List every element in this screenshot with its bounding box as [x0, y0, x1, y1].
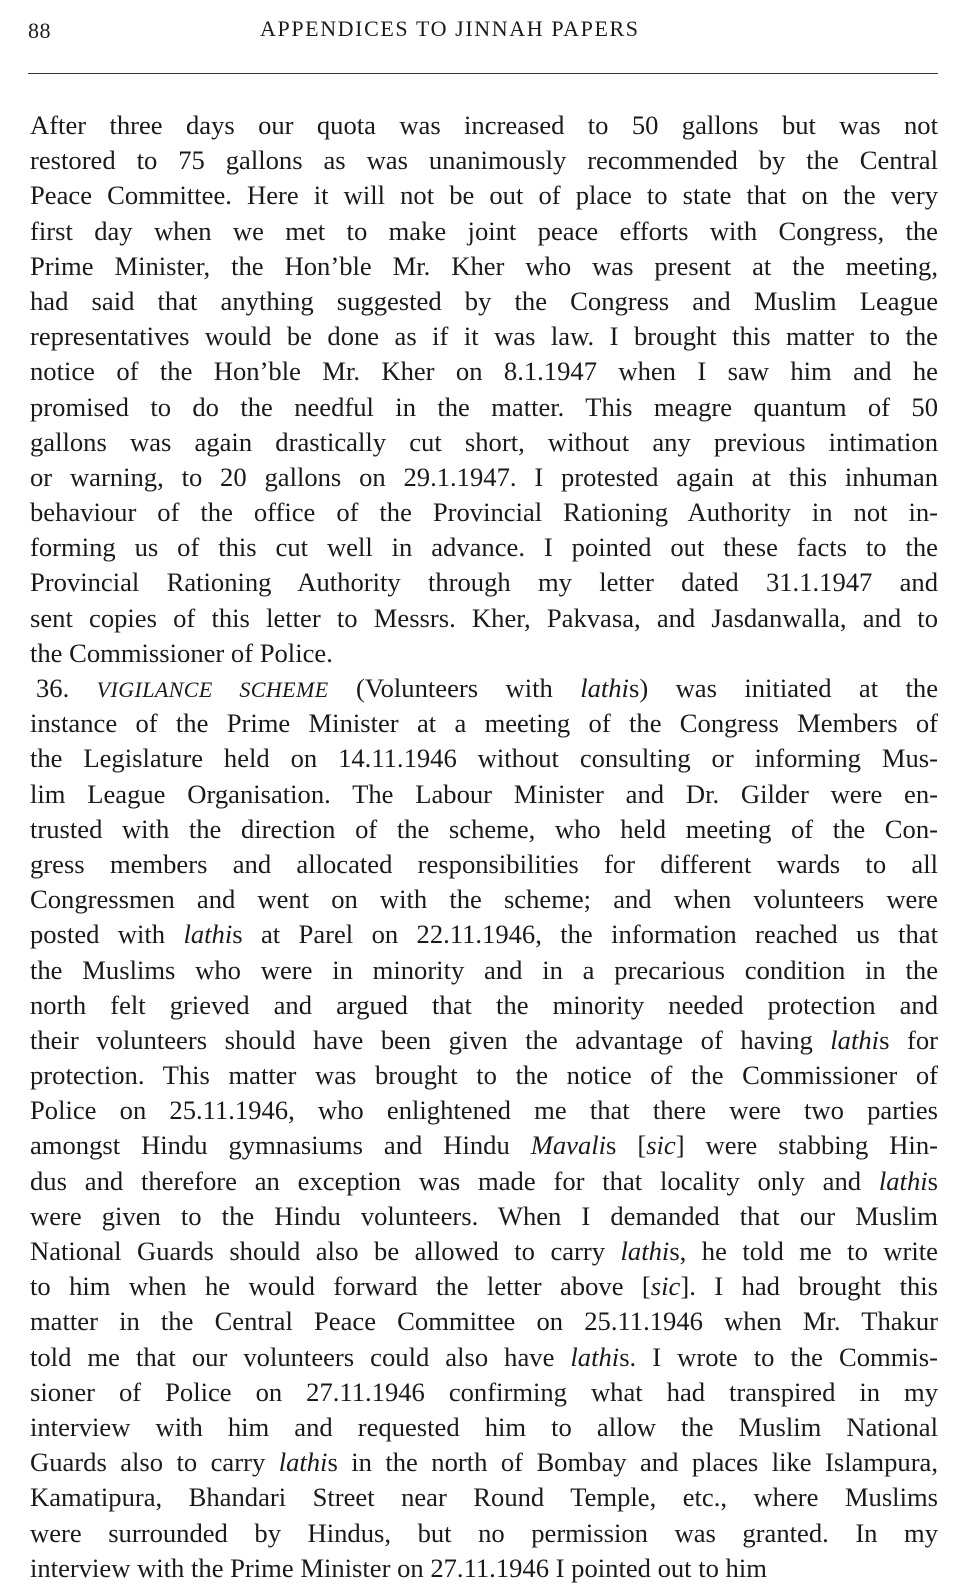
- header-rule: [28, 73, 938, 74]
- page-number: 88: [28, 18, 51, 43]
- text-line: restored to 75 gallons as was unanimously recommended by the Central: [30, 145, 938, 176]
- text-line: were given to the Hindu volunteers. When I demanded that our Muslim: [30, 1200, 938, 1231]
- running-header: [28, 10, 940, 50]
- text-line: instance of the Prime Minister at a meeting of the Congress Members of: [30, 708, 938, 739]
- text-line-cut-off: interview with the Prime Minister on 27.11.1946 I pointed out to him: [30, 1552, 767, 1583]
- text-line: Guards also to carry lathis in the north of Bombay and places like Islampura,: [30, 1447, 938, 1478]
- text-line: Congressmen and went on with the scheme; and when volunteers were: [30, 884, 938, 915]
- text-line: were surrounded by Hindus, but no permission was granted. In my: [30, 1517, 938, 1548]
- text-line: told me that our volunteers could also have lathis. I wrote to the Commis-: [30, 1341, 938, 1372]
- text-line: promised to do the needful in the matter. This meagre quantum of 50: [30, 391, 938, 422]
- text-line: After three days our quota was increased to 50 gallons but was not: [30, 110, 938, 140]
- section-heading: VIGILANCE SCHEME: [96, 677, 329, 702]
- text-line: Provincial Rationing Authority through my letter dated 31.1.1947 and: [30, 567, 938, 598]
- text-line: sent copies of this letter to Messrs. Kher, Pakvasa, and Jasdanwalla, and to: [30, 602, 938, 633]
- paragraph-35-continued: [30, 108, 938, 671]
- text-line: sioner of Police on 27.11.1946 confirming what had transpired in my: [30, 1376, 938, 1407]
- text-line: to him when he would forward the letter above [sic]. I had brought this: [30, 1271, 938, 1302]
- text-line: the Muslims who were in minority and in a precarious condition in the: [30, 954, 938, 985]
- page-body: [30, 108, 939, 1583]
- text-line: Police on 25.11.1946, who enlightened me that there were two parties: [30, 1095, 938, 1126]
- paragraph-number: 36.: [36, 673, 70, 703]
- text-line: amongst Hindu gymnasiums and Hindu Mavalis [sic] were stabbing Hin-: [30, 1130, 938, 1161]
- text-line: representatives would be done as if it was law. I brought this matter to the: [30, 321, 938, 352]
- text-line: matter in the Central Peace Committee on 25.11.1946 when Mr. Thakur: [30, 1306, 938, 1337]
- text-line: had said that anything suggested by the Congress and Muslim League: [30, 285, 938, 316]
- text-line: National Guards should also be allowed to carry lathis, he told me to write: [30, 1236, 938, 1266]
- text-line: gallons was again drastically cut short, without any previous intimation: [30, 426, 938, 457]
- text-line: lim League Organisation. The Labour Minister and Dr. Gilder were en-: [30, 778, 938, 809]
- text-line: behaviour of the office of the Provincial Rationing Authority in not in-: [30, 497, 938, 528]
- text-line: their volunteers should have been given the advantage of having lathis for: [30, 1024, 938, 1055]
- text-line: gress members and allocated responsibilities for different wards to all: [30, 848, 938, 879]
- text-line: the Legislature held on 14.11.1946 without consulting or informing Mus-: [30, 743, 938, 774]
- text-line: dus and therefore an exception was made for that locality only and lathis: [30, 1165, 938, 1196]
- running-title: APPENDICES TO JINNAH PAPERS: [260, 16, 640, 41]
- text-line: 36. VIGILANCE SCHEME (Volunteers with lathis) was initiated at the: [36, 673, 939, 703]
- text-line: Kamatipura, Bhandari Street near Round Temple, etc., where Muslims: [30, 1482, 938, 1513]
- text-line: posted with lathis at Parel on 22.11.1946, the information reached us that: [30, 919, 938, 950]
- text-line: trusted with the direction of the scheme, who held meeting of the Con-: [30, 813, 938, 844]
- text-line: protection. This matter was brought to the notice of the Commissioner of: [30, 1060, 938, 1091]
- text-line: interview with him and requested him to allow the Muslim National: [30, 1411, 938, 1442]
- text-line: or warning, to 20 gallons on 29.1.1947. I protested again at this inhuman: [30, 461, 938, 492]
- text-line: Prime Minister, the Hon’ble Mr. Kher who was present at the meeting,: [30, 250, 938, 281]
- text-line: first day when we met to make joint peace efforts with Congress, the: [30, 215, 938, 246]
- paragraph-36: [30, 671, 939, 1583]
- text-line: notice of the Hon’ble Mr. Kher on 8.1.1947 when I saw him and he: [30, 356, 938, 387]
- text-line: Peace Committee. Here it will not be out of place to state that on the very: [30, 180, 938, 211]
- text-line: north felt grieved and argued that the minority needed protection and: [30, 989, 938, 1020]
- text-line: the Commissioner of Police.: [30, 637, 333, 668]
- text-line: forming us of this cut well in advance. I pointed out these facts to the: [30, 532, 938, 563]
